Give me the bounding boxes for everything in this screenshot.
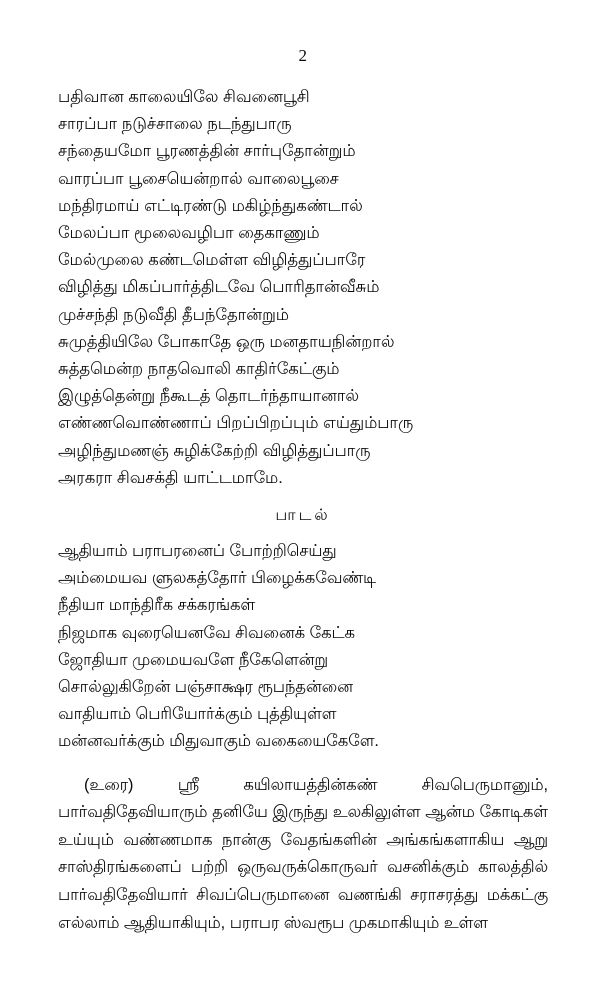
song-block (58, 538, 548, 756)
verse-line: சந்தையமோ பூரணத்தின் சார்புதோன்றும் (58, 142, 356, 161)
verse-line: அழிந்துமணஞ் சுழிக்கேற்றி விழித்துப்பாரு (58, 441, 371, 460)
verse-line: முச்சந்தி நடுவீதி தீபந்தோன்றும் (58, 305, 289, 324)
song-line: ஆதியாம் பராபரனைப் போற்றிசெய்து (58, 542, 337, 561)
song-line: சொல்லுகிறேன் பஞ்சாக்ஷர ரூபந்தன்னை (58, 678, 353, 697)
song-line: நிஜமாக வுரையெனவே சிவனைக் கேட்க (58, 623, 355, 642)
verse-line: அரகரா சிவசக்தி யாட்டமாமே. (58, 468, 283, 487)
verse-line: சாரப்பா நடுச்சாலை நடந்துபாரு (58, 115, 292, 134)
page-number: 2 (298, 46, 308, 65)
commentary-block (58, 772, 548, 938)
song-line: அம்மையவ ளுலகத்தோர் பிழைக்கவேண்டி (58, 569, 377, 588)
verse-line: மந்திரமாய் எட்டிரண்டு மகிழ்ந்துகண்டால் (58, 196, 363, 215)
section-heading: பாடல் (275, 507, 331, 525)
verse-line: இழுத்தென்று நீகூடத் தொடர்ந்தாயானால் (58, 387, 359, 406)
song-line: ஜோதியா முமையவளே நீகேளென்று (58, 650, 329, 669)
verse-line: விழித்து மிகப்பார்த்திடவே பொரிதான்வீசும் (58, 278, 380, 297)
song-line: மன்னவர்க்கும் மிதுவாகும் வகையைகேளே. (58, 732, 379, 751)
verse-line: மேல்முலை கண்டமெள்ள விழித்துப்பாரே (58, 251, 366, 270)
verse-block (58, 84, 548, 492)
verse-line: சுமுத்தியிலே போகாதே ஒரு மனதாயநின்றால் (58, 332, 395, 351)
verse-line: வாரப்பா பூசையென்றால் வாலைபூசை (58, 169, 339, 188)
verse-line: எண்ணவொண்ணாப் பிறப்பிறப்பும் எய்தும்பாரு (58, 414, 414, 433)
song-line: வாதியாம் பெரியோர்க்கும் புத்தியுள்ள (58, 705, 337, 724)
verse-line: பதிவான காலையிலே சிவனைபூசி (58, 88, 310, 106)
verse-line: சுத்தமென்ற நாதவொலி காதிர்கேட்கும் (58, 360, 340, 379)
commentary-paragraph: (உரை) ஸ்ரீ கயிலாயத்தின்கண் சிவபெருமானும், பார்வதிதேவியாரும் தனியே இருந்து உலகிலுள்ள ஆன்ம கோடிகள் உய்யும் வண்ணமாக நான்கு வேதங்களின் அங்கங்களாகிய ஆறு சாஸ்திரங்களைப் பற்றி ஒருவருக்கொருவர் வசனிக்கும் காலத்தில் பார்வதிதேவியார் சிவப்பெருமானை வணங்கி சராசரத்து மக்கட்கு எல்லாம் ஆதியாகியும், பராபர ஸ்வரூப முகமாகியும் உள்ள (58, 775, 548, 932)
verse-line: மேலப்பா மூலைவழிபா தைகாணும் (58, 224, 320, 243)
song-line: நீதியா மாந்திரீக சக்கரங்கள் (58, 596, 256, 615)
